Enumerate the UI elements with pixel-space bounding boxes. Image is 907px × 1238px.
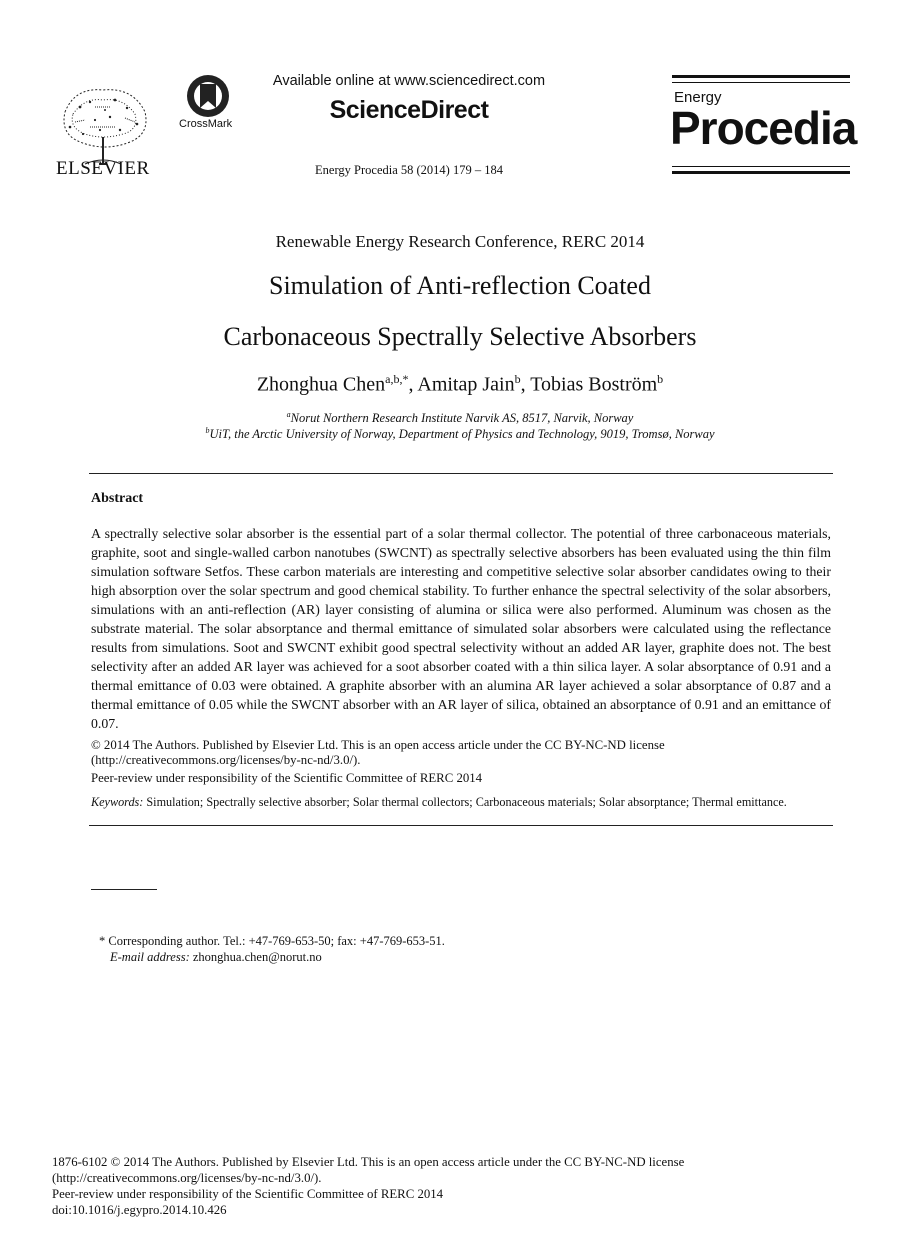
affiliation-text: UiT, the Arctic University of Norway, Department of Physics and Technology, 9019, Tromsø, Norway — [209, 427, 715, 442]
peer-review-statement: Peer-review under responsibility of the Scientific Committee of RERC 2014 — [91, 771, 483, 785]
article-title-line2: Carbonaceous Spectrally Selective Absorbers — [223, 322, 697, 351]
license-link[interactable]: (http://creativecommons.org/licenses/by-nc-nd/3.0/). — [91, 753, 361, 767]
sciencedirect-wordmark: ScienceDirect — [329, 96, 489, 124]
author-separator: , — [408, 373, 418, 396]
footer-peer-review: Peer-review under responsibility of the Scientific Committee of RERC 2014 — [52, 1187, 444, 1201]
author-separator: , — [520, 373, 531, 396]
author-name: Tobias Boström — [530, 373, 658, 396]
keywords-label: Keywords: — [91, 795, 144, 809]
email-note — [110, 950, 322, 965]
affiliation — [60, 410, 860, 426]
journal-rule — [672, 82, 850, 83]
available-online-text[interactable]: Available online at www.sciencedirect.com — [272, 73, 546, 89]
journal-name-line1: Energy — [674, 89, 722, 106]
affiliation — [60, 426, 860, 442]
journal-name-line2: Procedia — [670, 102, 857, 154]
page-footer — [52, 1154, 852, 1218]
footer-license-link[interactable]: (http://creativecommons.org/licenses/by-nc-nd/3.0/). — [52, 1171, 322, 1185]
footer-doi[interactable]: doi:10.1016/j.egypro.2014.10.426 — [52, 1203, 227, 1217]
journal-rule — [672, 75, 850, 78]
section-divider — [89, 473, 833, 474]
author-affiliation-mark: b — [514, 372, 521, 386]
author-name: Amitap Jain — [417, 373, 515, 396]
article-title-line1: Simulation of Anti-reflection Coated — [269, 271, 651, 300]
corresponding-author-note: * Corresponding author. Tel.: +47-769-653-50; fax: +47-769-653-51. — [99, 934, 445, 948]
copyright-notice — [91, 738, 831, 768]
crossmark-label: CrossMark — [179, 118, 233, 130]
conference-name: Renewable Energy Research Conference, RERC 2014 — [275, 232, 645, 251]
email-address[interactable]: zhonghua.chen@norut.no — [192, 950, 322, 964]
author-affiliation-mark: a,b,* — [385, 372, 409, 386]
affiliation-mark: a — [286, 410, 291, 419]
footer-issn-copyright: 1876-6102 © 2014 The Authors. Published by Elsevier Ltd. This is an open access article under the CC BY-NC-ND license — [52, 1155, 685, 1169]
affiliation-text: Norut Northern Research Institute Narvik AS, 8517, Narvik, Norway — [290, 411, 634, 426]
affiliation-mark: b — [205, 426, 210, 435]
author-list — [60, 372, 860, 397]
journal-rule — [672, 171, 850, 174]
footnote-rule — [91, 889, 157, 890]
keywords — [91, 795, 831, 810]
journal-citation: Energy Procedia 58 (2014) 179 – 184 — [315, 163, 503, 177]
author-name: Zhonghua Chen — [256, 373, 386, 396]
email-label: E-mail address: — [110, 950, 190, 964]
copyright-line: © 2014 The Authors. Published by Elsevier Ltd. This is an open access article under the CC BY-NC-ND license — [91, 738, 665, 752]
abstract-heading: Abstract — [91, 491, 144, 506]
publisher-wordmark: ELSEVIER — [56, 158, 150, 179]
section-divider — [89, 825, 833, 826]
author-affiliation-mark: b — [657, 372, 664, 386]
keywords-list: Simulation; Spectrally selective absorber; Solar thermal collectors; Carbonaceous materials; Solar absorptance; Thermal emittance. — [146, 795, 787, 809]
abstract-body: A spectrally selective solar absorber is the essential part of a solar thermal collector. The potential of three carbonaceous materials, graphite, soot and single-walled carbon nanotubes (SWCNT) as spectrally selective absorbers has been evaluated using the thin film simulation software Setfos. These carbon materials are interesting and competitive selective solar absorber candidates owing to their high absorption over the solar spectrum and good chemical stability. To further enhance the spectral selectivity of the solar absorbers, simulations with an anti-reflection (AR) layer consisting of alumina or silica were also performed. Aluminum was chosen as the substrate material. The solar absorptance and thermal emittance of simulated solar absorbers were calculated using the reflectance results from simulations. Soot and SWCNT exhibit good spectral selectivity without an added AR layer, graphite does not. The best selectivity after an added AR layer was achieved for a soot absorber coated with a thin silica layer. A solar absorptance of 0.91 and a thermal emittance of 0.03 were obtained. A graphite absorber with an alumina AR layer achieved a solar absorptance of 0.87 and a thermal emittance of 0.05 while the SWCNT absorber with an AR layer of silica, obtained an absorptance of 0.91 and an emittance of 0.07. — [91, 526, 831, 731]
journal-rule — [672, 166, 850, 167]
